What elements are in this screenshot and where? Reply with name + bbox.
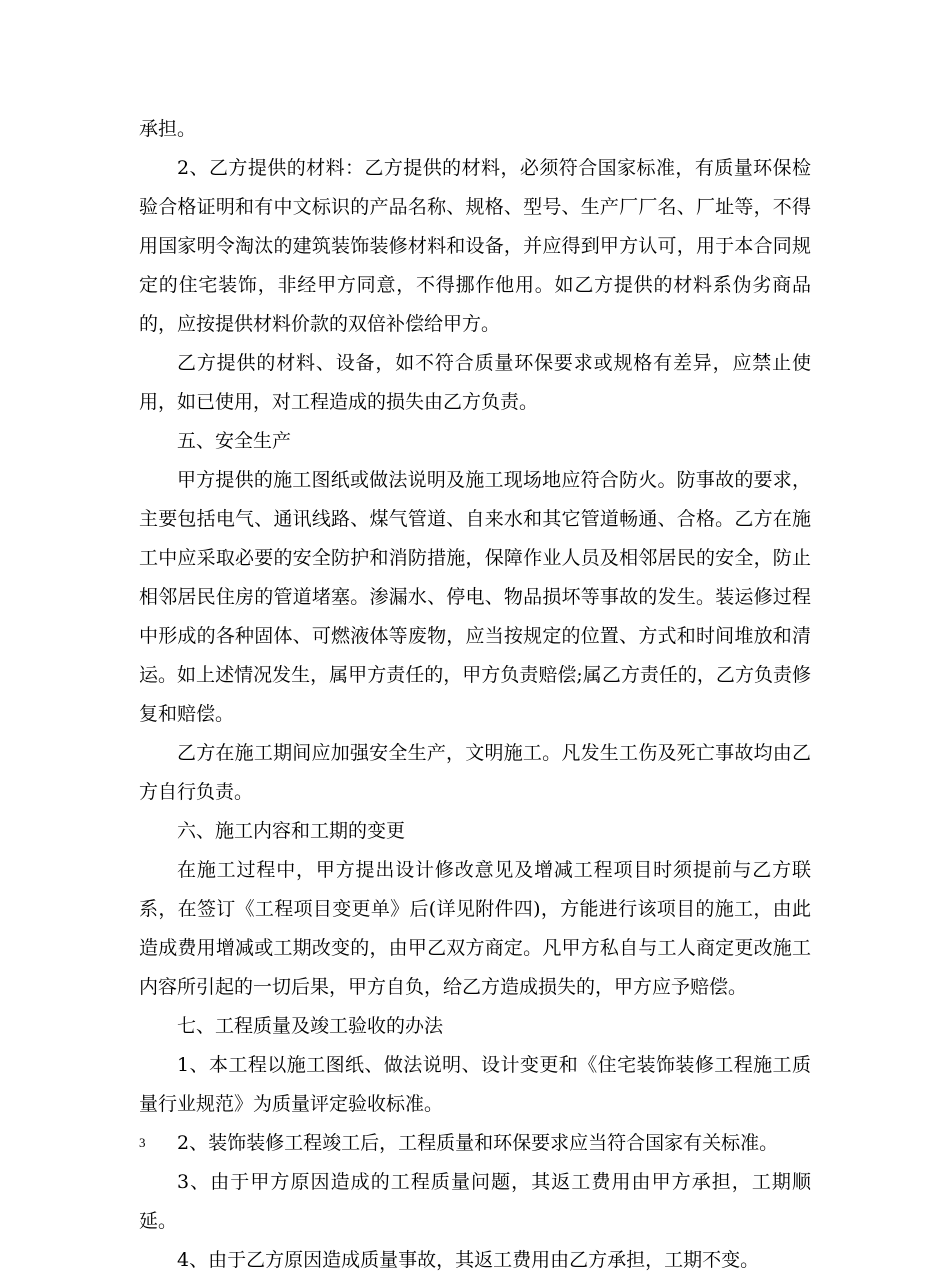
paragraph-safety-requirements: 甲方提供的施工图纸或做法说明及施工现场地应符合防火。防事故的要求，主要包括电气、通讯线路、煤气管道、自来水和其它管道畅通、合格。乙方在施工中应采取必要的安全防护和消防措施，保障作业人员及相邻居民的安全，防止相邻居民住房的管道堵塞。渗漏水、停电、物品损坏等事故的发生。装运修过程中形成的各种固体、可燃液体等废物，应当按规定的位置、方式和时间堆放和清运。如上述情况发生，属甲方责任的，甲方负责赔偿;属乙方责任的，乙方负责修复和赔偿。 [139,469,811,725]
paragraph-quality-1: 1、本工程以施工图纸、做法说明、设计变更和《住宅装饰装修工程施工质量行业规范》为质量评定验收标准。 [139,1054,811,1115]
paragraph-safety-responsibility: 乙方在施工期间应加强安全生产，文明施工。凡发生工伤及死亡事故均由乙方自行负责。 [139,742,811,803]
document-body [139,110,811,1280]
paragraph-materials-clause: 2、乙方提供的材料：乙方提供的材料，必须符合国家标准，有质量环保检验合格证明和有中文标识的产品名称、规格、型号、生产厂厂名、厂址等，不得用国家明令淘汰的建筑装饰装修材料和设备，并应得到甲方认可，用于本合同规定的住宅装饰，非经甲方同意，不得挪作他用。如乙方提供的材料系伪劣商品的，应按提供材料价款的双倍补偿给甲方。 [139,157,811,335]
section-heading-safety: 五、安全生产 [177,430,292,452]
paragraph-quality-3: 3、由于甲方原因造成的工程质量问题，其返工费用由甲方承担，工期顺延。 [139,1171,811,1232]
paragraph-materials-equipment: 乙方提供的材料、设备，如不符合质量环保要求或规格有差异，应禁止使用，如已使用，对工程造成的损失由乙方负责。 [139,352,811,413]
section-heading-quality: 七、工程质量及竣工验收的办法 [177,1015,444,1037]
paragraph-quality-2: 2、装饰装修工程竣工后，工程质量和环保要求应当符合国家有关标准。 [177,1132,779,1154]
section-heading-changes: 六、施工内容和工期的变更 [177,820,406,842]
paragraph-changes: 在施工过程中，甲方提出设计修改意见及增减工程项目时须提前与乙方联系，在签订《工程项目变更单》后(详见附件四)，方能进行该项目的施工，由此造成费用增减或工期改变的，由甲乙双方商定。凡甲方私自与工人商定更改施工内容所引起的一切后果，甲方自负，给乙方造成损失的，甲方应予赔偿。 [139,859,811,998]
paragraph-continuation: 承担。 [139,118,197,140]
page-number: 3 [139,1135,146,1150]
paragraph-quality-4: 4、由于乙方原因造成质量事故，其返工费用由乙方承担，工期不变。 [177,1249,760,1271]
